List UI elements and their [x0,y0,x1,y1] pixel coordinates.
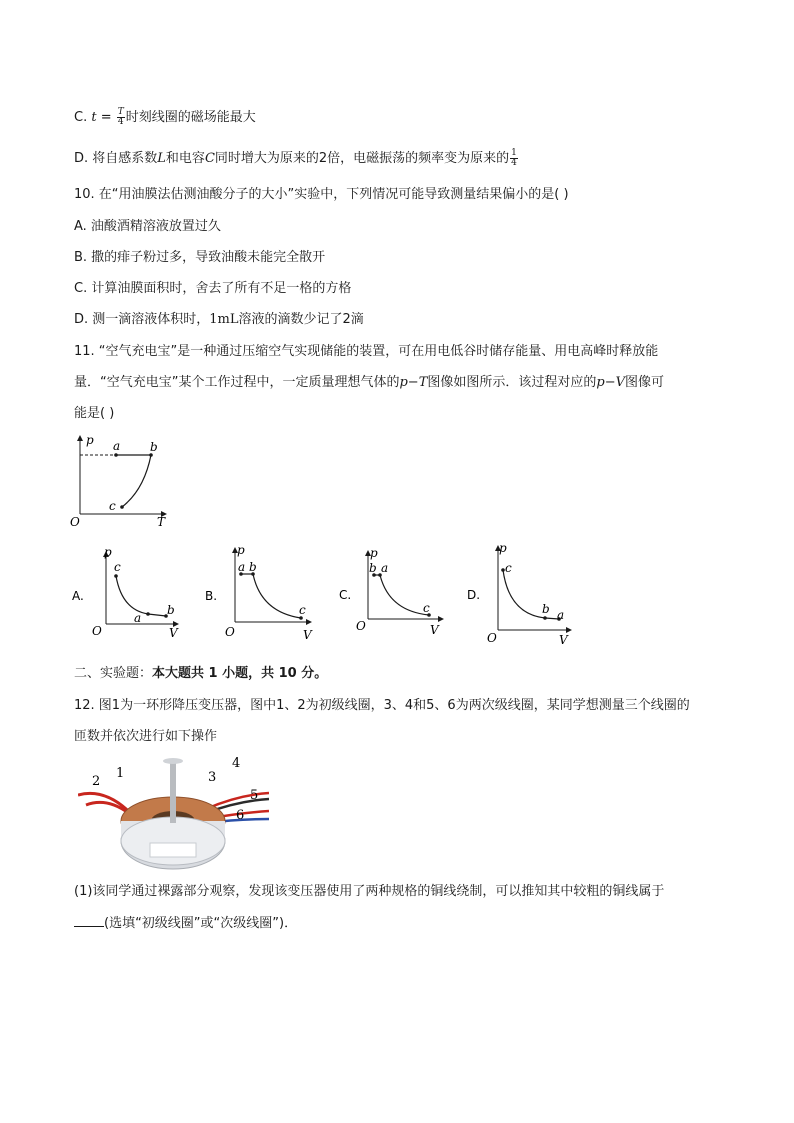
svg-text:O: O [225,625,235,639]
q11-pt-graph [66,430,176,530]
q11-stem-line2: 量．“空气充电宝”某个工作过程中，一定质量理想气体的p−T图像如图所示．该过程对应的p−V图像可 [74,375,665,390]
q9-option-c: C. t = $\frac{T}{4}$ 时刻线圈的磁场能最大 [74,107,256,127]
photo-label-2: 2 [92,774,101,789]
photo-label-3: 3 [208,770,217,785]
svg-text:b: b [542,602,550,616]
pt-xlabel: T [157,515,166,529]
pt-origin: O [70,515,80,529]
svg-text:b: b [369,561,377,575]
pt-point-b: b [150,440,158,454]
q11-stem-line3: 能是( ) [74,406,115,421]
svg-text:p: p [104,546,112,559]
svg-text:c: c [299,603,306,617]
svg-text:a: a [381,561,389,575]
svg-text:V: V [559,633,568,645]
q11-option-a-graph [70,546,185,641]
svg-text:p: p [370,546,378,560]
option-c-label: C. [339,588,352,602]
svg-text:b: b [167,603,175,617]
photo-label-5: 5 [250,788,259,803]
svg-text:p: p [237,543,245,557]
photo-label-6: 6 [236,808,245,823]
q10-stem: 10. 在“用油膜法估测油酸分子的大小”实验中，下列情况可能导致测量结果偏小的是( ) [74,187,569,202]
svg-text:a: a [238,560,246,574]
option-d-label: D. [467,588,481,602]
q11-option-b-graph [203,542,318,642]
q12-stem-line2: 匝数并依次进行如下操作 [74,729,218,744]
svg-text:a: a [557,608,565,622]
var-t: t [91,110,97,125]
section-heading-experiment: 二、实验题：本大题共 1 小题，共 10 分。 [74,666,328,681]
svg-text:O: O [356,619,366,633]
svg-text:c: c [114,560,121,574]
svg-text:V: V [169,626,178,640]
option-b-label: B. [205,589,218,603]
q12-stem-line1: 12. 图1为一环形降压变压器，图中1、2为初级线圈，3、4和5、6为两次级线圈，某同学想测量三个线圈的 [74,698,690,713]
q11-option-c-graph [337,545,452,637]
fraction-one-quarter: $\frac{1}{4}$ [511,148,517,168]
svg-text:V: V [303,628,312,642]
photo-label-1: 1 [116,766,125,781]
q12-sub1-line1: (1)该同学通过裸露部分观察，发现该变压器使用了两种规格的铜线绕制，可以推知其中较粗的铜线属于 [74,884,665,899]
q10-option-b: B. 撒的痱子粉过多，导致油酸未能完全散开 [74,250,326,265]
svg-text:b: b [249,560,257,574]
option-a-label: A. [72,589,84,603]
photo-label-4: 4 [232,757,241,771]
pt-point-a: a [113,439,121,453]
svg-text:O: O [487,631,497,645]
q12-sub1-line2: (选填“初级线圈”或“次级线圈”)． [74,914,297,933]
q10-option-a: A. 油酸酒精溶液放置过久 [74,219,221,234]
pt-ylabel: p [86,433,94,447]
svg-text:c: c [505,561,512,575]
q11-stem-line1: 11. “空气充电宝”是一种通过压缩空气实现储能的装置，可在用电低谷时储存能量、用电高峰时释放能 [74,344,659,359]
transformer-photo [78,757,269,874]
svg-text:V: V [430,623,439,637]
svg-text:p: p [499,541,507,555]
pt-point-c: c [109,499,116,513]
q11-option-d-graph [465,540,580,645]
svg-text:c: c [423,601,430,615]
q10-option-c: C. 计算油膜面积时，舍去了所有不足一格的方格 [74,281,352,296]
q9-option-d: D. 将自感系数L和电容C同时增大为原来的2倍，电磁振荡的频率变为原来的 $\frac{1}{4}$ [74,148,517,168]
q10-option-d: D. 测一滴溶液体积时，1mL溶液的滴数少记了2滴 [74,312,364,327]
svg-text:O: O [92,624,102,638]
fraction-t-over-4: $\frac{T}{4}$ [117,107,124,127]
svg-text:a: a [134,611,142,625]
answer-blank[interactable] [74,914,104,927]
